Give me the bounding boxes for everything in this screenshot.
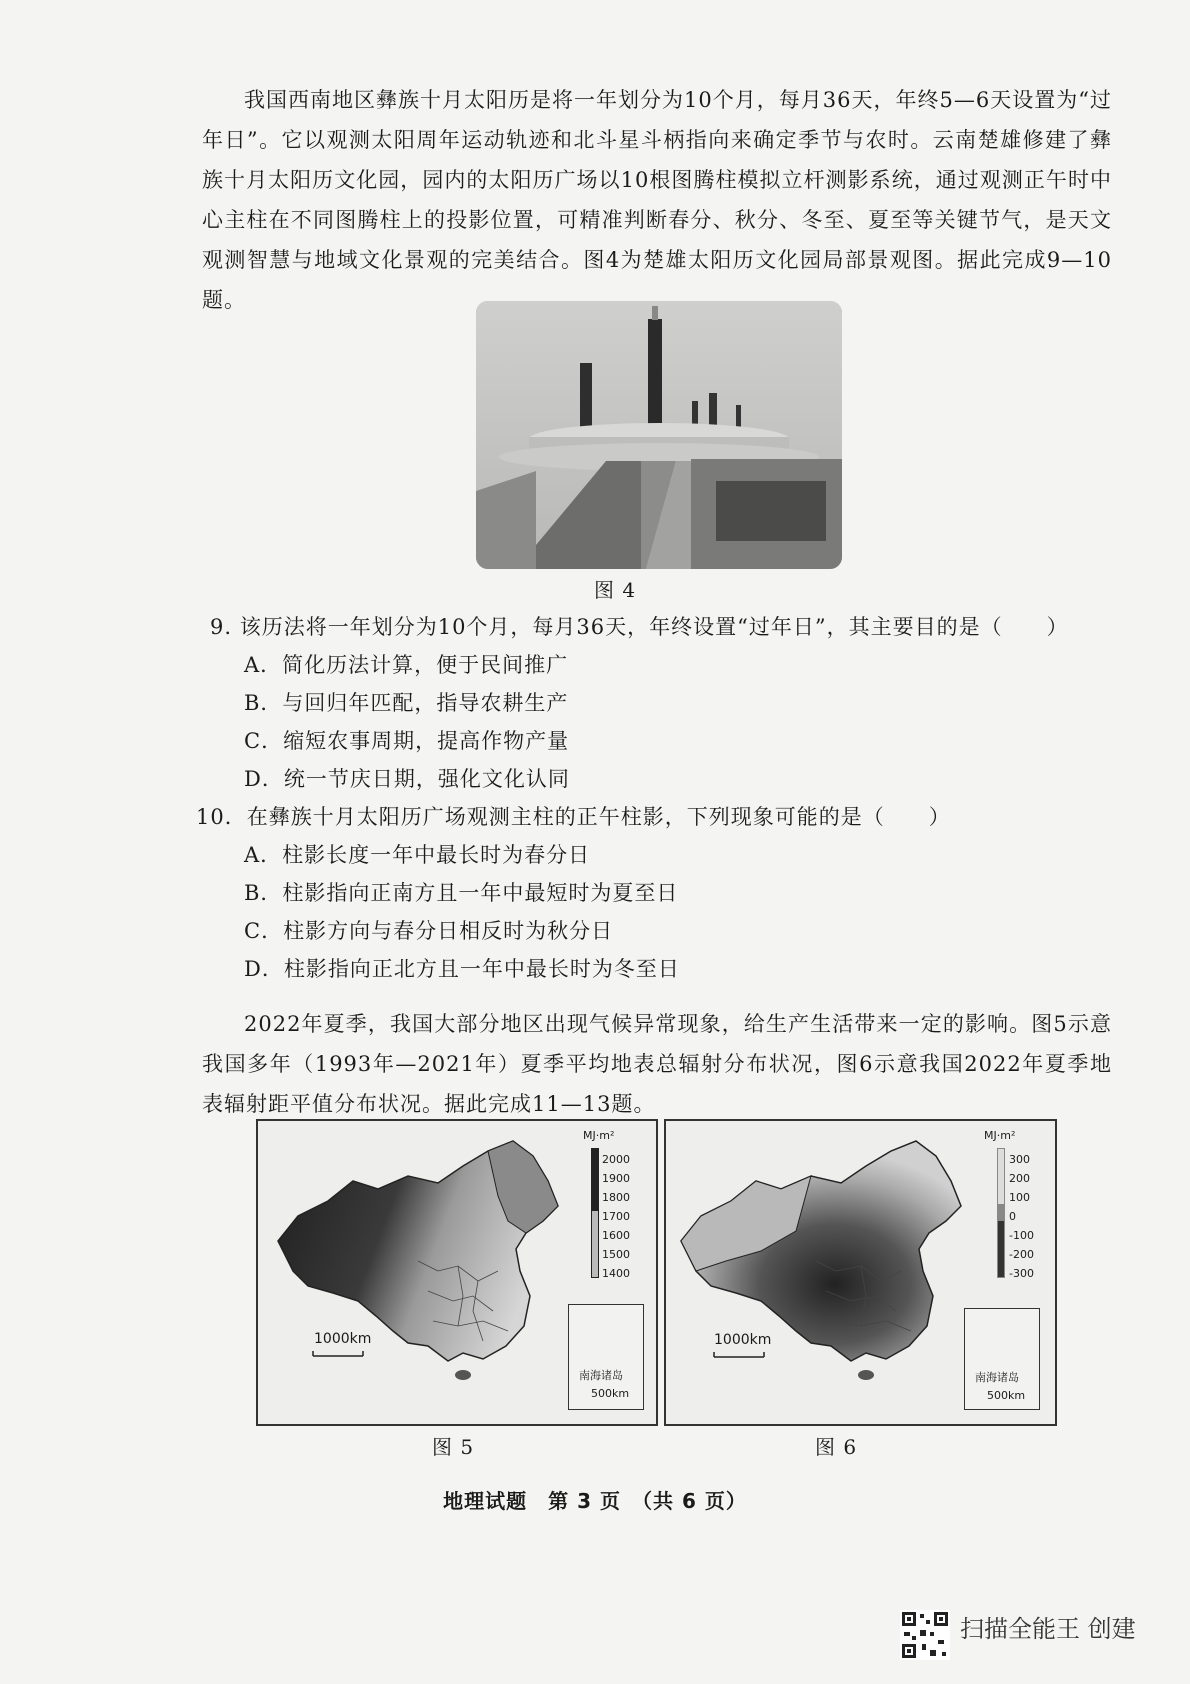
figure-5-legend-tick: 1900	[602, 1172, 630, 1185]
figure-6-inset-label: 南海诸岛	[975, 1371, 1019, 1384]
figure-4-caption: 图 4	[594, 578, 637, 602]
figure-4-photo	[476, 301, 842, 569]
figure-6-south-china-sea-inset	[964, 1308, 1040, 1410]
figure-5-legend-tick: 2000	[602, 1153, 630, 1166]
intro-paragraph-2: 2022年夏季，我国大部分地区出现气候异常现象，给生产生活带来一定的影响。图5示意我国多年（1993年—2021年）夏季平均地表总辐射分布状况，图6示意我国2022年夏季地表辐射距平值分布状况。据此完成11—13题。	[202, 1012, 1112, 1116]
page-footer: 地理试题 第 3 页 （共 6 页）	[443, 1489, 747, 1513]
figure-5-legend-tick: 1400	[602, 1267, 630, 1280]
figure-6-legend-tick: -200	[1009, 1248, 1034, 1261]
qr-code-icon	[900, 1610, 950, 1660]
scanner-watermark: 扫描全能王 创建	[960, 1615, 1136, 1643]
figure-5-inset-scale: 500km	[591, 1387, 630, 1400]
question-9-option-d: D．统一节庆日期，强化文化认同	[244, 767, 570, 791]
figure-6-legend-tick: -100	[1009, 1229, 1034, 1242]
figure-5-legend-tick: 1700	[602, 1210, 630, 1223]
question-9-stem: 9. 该历法将一年划分为10个月，每月36天，年终设置“过年日”，其主要目的是（ ）	[210, 615, 1069, 639]
figure-6-legend-tick: 200	[1009, 1172, 1030, 1185]
figure-5-caption: 图 5	[432, 1435, 475, 1459]
question-9-option-a: A．简化历法计算，便于民间推广	[244, 653, 569, 677]
figure-5-map	[256, 1119, 658, 1426]
question-10-option-a: A．柱影长度一年中最长时为春分日	[244, 843, 591, 867]
figure-6-legend-tick: 0	[1009, 1210, 1016, 1223]
intro-paragraph-1: 我国西南地区彝族十月太阳历是将一年划分为10个月，每月36天，年终5—6天设置为“过年日”。它以观测太阳周年运动轨迹和北斗星斗柄指向来确定季节与农时。云南楚雄修建了彝族十月太阳历文化园，园内的太阳历广场以10根图腾柱模拟立杆测影系统，通过观测正午时中心主柱在不同图腾柱上的投影位置，可精准判断春分、秋分、冬至、夏至等关键节气，是天文观测智慧与地域文化景观的完美结合。图4为楚雄太阳历文化园局部景观图。据此完成9—10题。	[202, 88, 1112, 312]
figure-6-legend-tick: 300	[1009, 1153, 1030, 1166]
figure-6-scale-label: 1000km	[714, 1332, 772, 1348]
figure-5-legend-tick: 1500	[602, 1248, 630, 1261]
figure-5-legend-tick: 1600	[602, 1229, 630, 1242]
figure-6-inset-scale: 500km	[987, 1389, 1026, 1402]
question-10-option-c: C．柱影方向与春分日相反时为秋分日	[244, 919, 614, 943]
question-9-option-b: B．与回归年匹配，指导农耕生产	[244, 691, 569, 715]
question-10-stem: 10．在彝族十月太阳历广场观测主柱的正午柱影，下列现象可能的是（ ）	[196, 805, 951, 829]
figure-5-legend-tick: 1800	[602, 1191, 630, 1204]
figure-5-inset-label: 南海诸岛	[579, 1369, 623, 1382]
question-9-option-c: C．缩短农事周期，提高作物产量	[244, 729, 570, 753]
figure-6-map	[664, 1119, 1057, 1426]
figure-5-scale-label: 1000km	[314, 1331, 372, 1347]
figure-5-south-china-sea-inset	[568, 1304, 644, 1410]
figure-6-legend-unit: MJ·m²	[984, 1129, 1016, 1142]
figure-6-legend-tick: 100	[1009, 1191, 1030, 1204]
question-10-option-d: D．柱影指向正北方且一年中最长时为冬至日	[244, 957, 680, 981]
figure-6-caption: 图 6	[815, 1435, 858, 1459]
figure-5-legend-unit: MJ·m²	[583, 1129, 615, 1142]
question-10-option-b: B．柱影指向正南方且一年中最短时为夏至日	[244, 881, 679, 905]
figure-6-legend-tick: -300	[1009, 1267, 1034, 1280]
